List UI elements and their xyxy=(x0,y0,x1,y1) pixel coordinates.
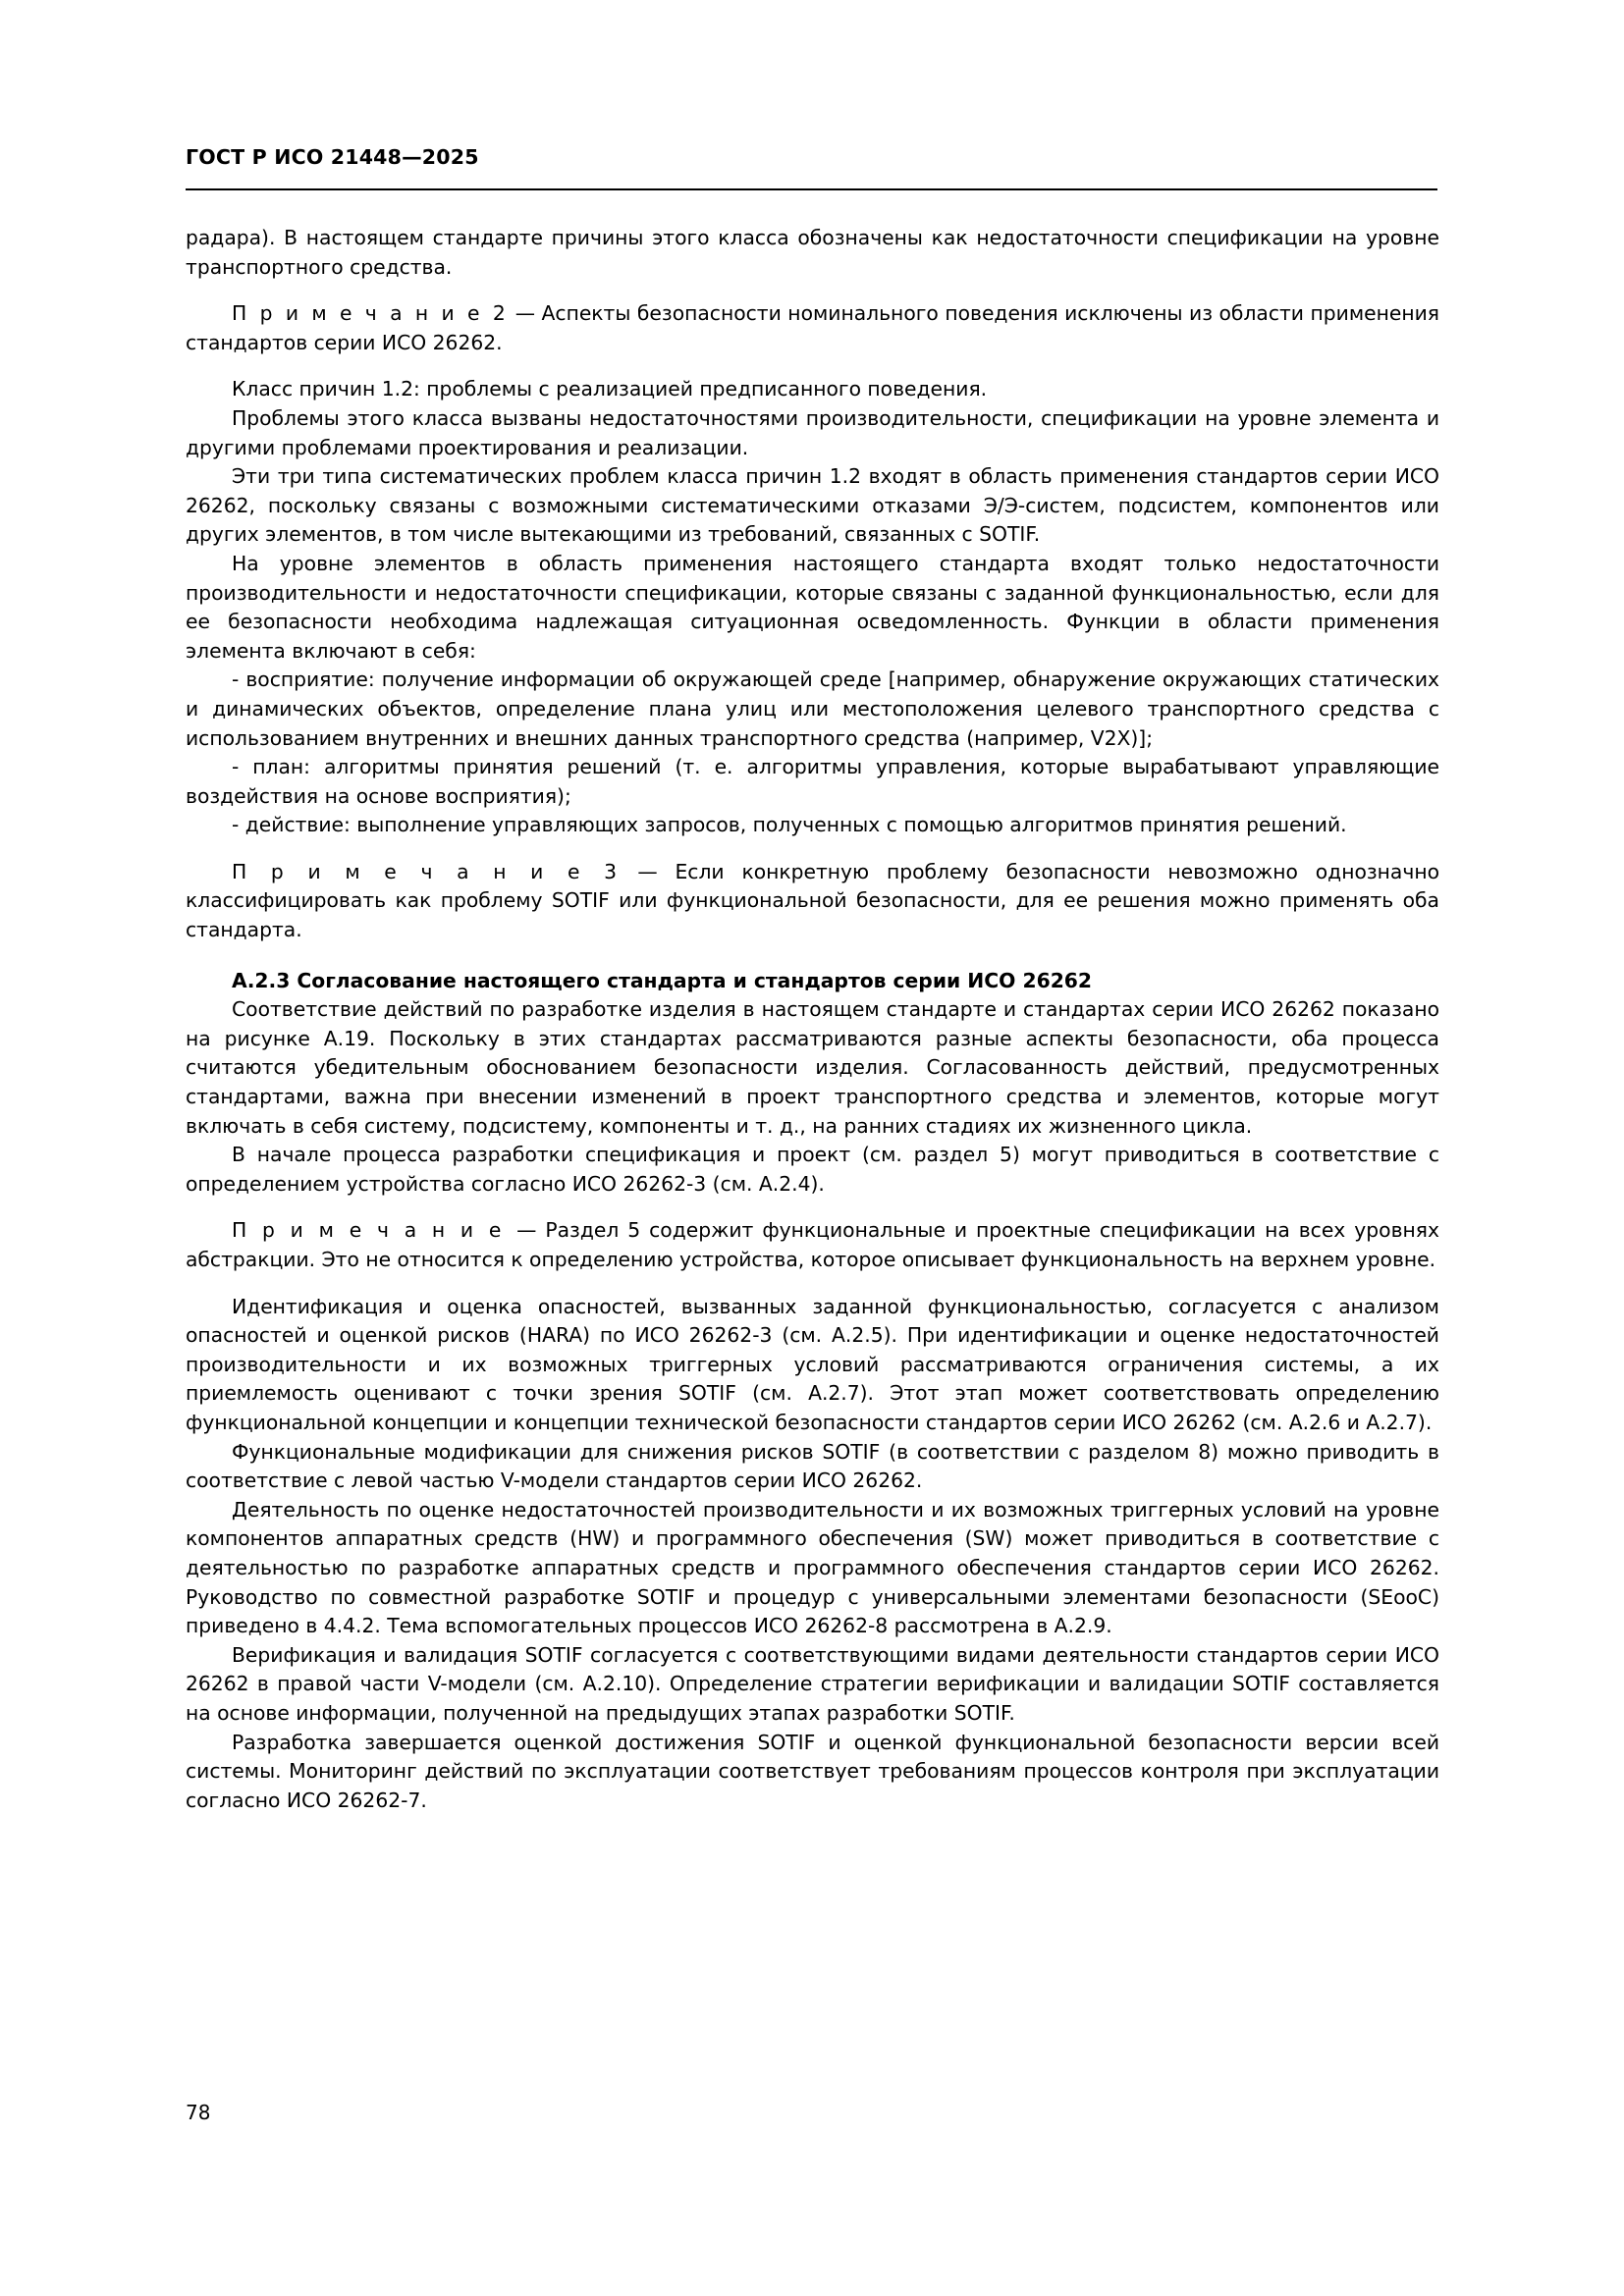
page-body xyxy=(186,224,1439,1815)
note-2-text: — Аспекты безопасности номинального поведения исключены из области применения стандартов серии ИСО 26262. xyxy=(186,301,1439,354)
header-rule xyxy=(186,188,1437,190)
note-3 xyxy=(186,858,1439,945)
section-heading-a-2-3: А.2.3 Согласование настоящего стандарта и стандартов серии ИСО 26262 xyxy=(232,968,1093,992)
note-3-text: — Если конкретную проблему безопасности невозможно однозначно классифицировать как проблему SOTIF или функциональной безопасности, для ее решения можно применять оба стандарта. xyxy=(186,859,1439,942)
paragraph-spec-design: В начале процесса разработки спецификация и проект (см. раздел 5) могут приводиться в соответствие с определением устройства согласно ИСО 26262-3 (см. А.2.4). xyxy=(186,1143,1439,1196)
paragraph-class-1-2: Класс причин 1.2: проблемы с реализацией предписанного поведения. xyxy=(232,377,988,401)
paragraph-verification-validation: Верификация и валидация SOTIF согласуется с соответствующими видами деятельности стандартов серии ИСО 26262 в правой части V-модели (см. А.2.10). Определение стратегии верификации и валидации SOTIF составляется на основе информации, полученной на предыдущих этапах разработки SOTIF. xyxy=(186,1642,1439,1725)
paragraph-hara: Идентификация и оценка опасностей, вызванных заданной функциональностью, согласуется с анализом опасностей и оценкой рисков (HARA) по ИСО 26262-3 (см. А.2.5). При идентификации и оценке недостаточностей производительности и их возможных триггерных условий рассматриваются ограничения системы, а их приемлемость оценивают с точки зрения SOTIF (см. А.2.7). Этот этап может соответствовать определению функциональной концепции и концепции технической безопасности стандартов серии ИСО 26262 (см. А.2.6 и А.2.7). xyxy=(186,1294,1439,1434)
paragraph-element-level: На уровне элементов в область применения настоящего стандарта входят только недостаточности производительности и недостаточности спецификации, которые связаны с заданной функциональностью, если для ее безопасности необходима надлежащая ситуационная осведомленность. Функции в области применения элемента включают в себя: xyxy=(186,551,1439,663)
bullet-plan: - план: алгоритмы принятия решений (т. е. алгоритмы управления, которые вырабатывают управляющие воздействия на основе восприятия); xyxy=(186,755,1439,808)
note-2-label: П р и м е ч а н и е 2 xyxy=(232,301,510,326)
note-4-text: — Раздел 5 содержит функциональные и проектные спецификации на всех уровнях абстракции. Это не относится к определению устройства, которое описывает функциональность на верхнем уровне. xyxy=(186,1218,1439,1271)
paragraph-hw-sw: Деятельность по оценке недостаточностей производительности и их возможных триггерных условий на уровне компонентов аппаратных средств (HW) и программного обеспечения (SW) может приводиться в соответствие с деятельностью по разработке аппаратных средств и программного обеспечения стандартов серии ИСО 26262. Руководство по совместной разработке SOTIF и процедур с универсальными элементами безопасности (SEooC) приведено в 4.4.2. Тема вспомогательных процессов ИСО 26262-8 рассмотрена в А.2.9. xyxy=(186,1497,1439,1638)
bullet-perception: - восприятие: получение информации об окружающей среде [например, обнаружение окружающих статических и динамических объектов, определение плана улиц или местоположения целевого транспортного средства с использованием внутренних и внешних данных транспортного средства (например, V2X)]; xyxy=(186,667,1439,750)
paragraph-functional-modifications: Функциональные модификации для снижения рисков SOTIF (в соответствии с разделом 8) можно приводить в соответствие с левой частью V-модели стандартов серии ИСО 26262. xyxy=(186,1439,1439,1493)
paragraph-radar-class: радара). В настоящем стандарте причины этого класса обозначены как недостаточности спецификации на уровне транспортного средства. xyxy=(186,226,1439,279)
paragraph-class-problems: Проблемы этого класса вызваны недостаточностями производительности, спецификации на уровне элемента и другими проблемами проектирования и реализации. xyxy=(186,405,1439,459)
running-head: ГОСТ Р ИСО 21448—2025 xyxy=(186,145,479,169)
paragraph-development-end: Разработка завершается оценкой достижения SOTIF и оценкой функциональной безопасности версии всей системы. Мониторинг действий по эксплуатации соответствует требованиям процессов контроля при эксплуатации согласно ИСО 26262-7. xyxy=(186,1730,1439,1812)
note-4-label: П р и м е ч а н и е xyxy=(232,1218,517,1243)
page-number: 78 xyxy=(186,2101,211,2124)
bullet-action: - действие: выполнение управляющих запросов, полученных с помощью алгоритмов принятия решений. xyxy=(232,813,1347,837)
note-2 xyxy=(186,299,1439,357)
paragraph-alignment-intro: Соответствие действий по разработке изделия в настоящем стандарте и стандартах серии ИСО 26262 показано на рисунке А.19. Поскольку в этих стандартах рассматриваются разные аспекты безопасности, оба процесса считаются убедительным обоснованием безопасности изделия. Согласованность действий, предусмотренных стандартами, важна при внесении изменений в проект транспортного средства и элементов, которые могут включать в себя систему, подсистему, компоненты и т. д., на ранних стадиях их жизненного цикла. xyxy=(186,997,1439,1138)
paragraph-three-types: Эти три типа систематических проблем класса причин 1.2 входят в область применения стандартов серии ИСО 26262, поскольку связаны с возможными систематическими отказами Э/Э-систем, подсистем, компонентов или других элементов, в том числе вытекающими из требований, связанных с SOTIF. xyxy=(186,464,1439,547)
note-3-label: П р и м е ч а н и е 3 xyxy=(232,859,621,883)
note-4 xyxy=(186,1216,1439,1274)
